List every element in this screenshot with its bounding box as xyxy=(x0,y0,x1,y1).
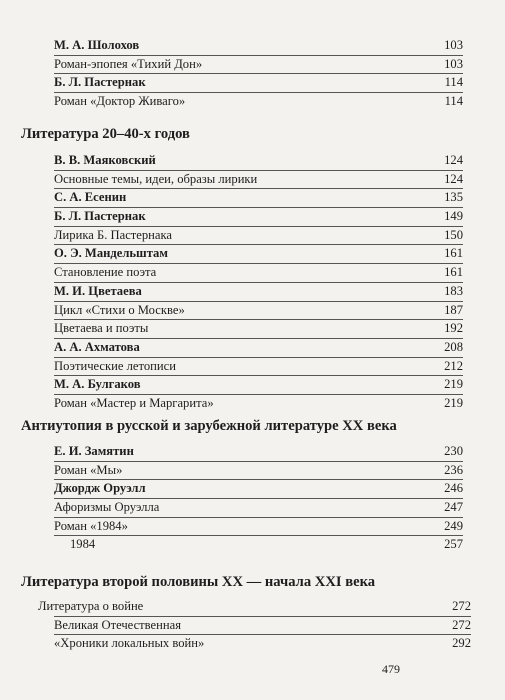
entry-page: 103 xyxy=(444,38,463,52)
entry-title: Основные темы, идеи, образы лирики xyxy=(54,171,258,186)
entry-title: Б. Л. Пастернак xyxy=(54,75,146,90)
toc-entry xyxy=(38,597,471,616)
entry-title: М. И. Цветаева xyxy=(54,283,142,298)
toc-entry xyxy=(54,498,463,517)
entry-page: 208 xyxy=(444,339,463,354)
toc-entry xyxy=(54,394,463,413)
entry-title: Роман «Мы» xyxy=(54,462,123,477)
entry-page: 114 xyxy=(444,94,463,109)
toc-entry xyxy=(54,375,463,394)
toc-entry xyxy=(38,616,471,635)
toc-entry xyxy=(54,151,463,170)
entry-page: 246 xyxy=(444,481,463,496)
entry-title: В. В. Маяковский xyxy=(54,153,156,167)
toc-entry xyxy=(38,634,471,653)
toc-entry xyxy=(54,282,463,301)
entry-title: М. А. Булгаков xyxy=(54,377,141,392)
toc-entry xyxy=(54,357,463,376)
toc-entry xyxy=(54,263,463,282)
entry-page: 124 xyxy=(444,153,463,167)
toc-entry xyxy=(54,517,463,536)
entry-page: 257 xyxy=(444,537,463,552)
section-heading: Антиутопия в русской и зарубежной литературе XX века xyxy=(21,418,397,434)
toc-section xyxy=(54,442,463,554)
entry-title: Великая Отечественная xyxy=(54,617,182,632)
entry-page: 219 xyxy=(444,377,463,392)
entry-title: Б. Л. Пастернак xyxy=(54,209,146,224)
entry-page: 247 xyxy=(444,500,463,515)
entry-title: А. А. Ахматова xyxy=(54,339,140,354)
toc-entry xyxy=(54,442,463,461)
entry-page: 149 xyxy=(444,209,463,224)
entry-page: 272 xyxy=(452,617,471,632)
toc-entry xyxy=(54,188,463,207)
entry-title: «Хроники локальных войн» xyxy=(54,636,205,651)
entry-page: 103 xyxy=(444,56,463,71)
entry-title: Афоризмы Оруэлла xyxy=(54,500,160,515)
entry-title: Цветаева и поэты xyxy=(54,321,149,336)
toc-entry xyxy=(54,338,463,357)
entry-page: 150 xyxy=(444,227,463,242)
entry-page: 212 xyxy=(444,358,463,373)
entry-title: 1984 xyxy=(70,537,96,552)
entry-page: 249 xyxy=(444,518,463,533)
toc-entry xyxy=(54,479,463,498)
toc-entry xyxy=(54,92,463,111)
entry-page: 230 xyxy=(444,444,463,458)
separator-rule xyxy=(54,535,463,536)
entry-page: 192 xyxy=(444,321,463,336)
toc-entry xyxy=(54,36,463,55)
section-heading: Литература второй половины XX — начала XXI века xyxy=(21,574,376,590)
entry-title: О. Э. Мандельштам xyxy=(54,246,168,261)
toc-section xyxy=(38,597,471,653)
entry-title: Роман «Доктор Живаго» xyxy=(54,94,186,109)
section-heading: Литература 20–40-х годов xyxy=(21,126,190,142)
entry-title: Е. И. Замятин xyxy=(54,444,134,458)
toc-section xyxy=(54,151,463,413)
toc-entry xyxy=(54,319,463,338)
toc-entry xyxy=(54,170,463,189)
entry-page: 114 xyxy=(444,75,463,90)
entry-page: 135 xyxy=(444,190,463,205)
entry-page: 272 xyxy=(452,599,471,613)
entry-page: 219 xyxy=(444,395,463,410)
entry-title: Лирика Б. Пастернака xyxy=(54,227,173,242)
toc-entry xyxy=(54,55,463,74)
toc-entry xyxy=(54,73,463,92)
entry-title: Литература о войне xyxy=(38,599,144,613)
entry-title: Становление поэта xyxy=(54,265,157,280)
entry-page: 161 xyxy=(444,265,463,280)
entry-title: М. А. Шолохов xyxy=(54,38,140,52)
page-number: 479 xyxy=(382,662,400,676)
entry-page: 187 xyxy=(444,302,463,317)
entry-title: Роман «1984» xyxy=(54,518,128,533)
entry-page: 292 xyxy=(452,636,471,651)
toc-entry xyxy=(54,207,463,226)
toc-entry xyxy=(54,461,463,480)
toc-entry xyxy=(54,244,463,263)
entry-title: Роман «Мастер и Маргарита» xyxy=(54,395,214,410)
entry-page: 161 xyxy=(444,246,463,261)
toc-entry xyxy=(54,301,463,320)
toc-entry xyxy=(54,226,463,245)
entry-title: Роман-эпопея «Тихий Дон» xyxy=(54,56,203,71)
entry-page: 236 xyxy=(444,462,463,477)
toc-section xyxy=(54,36,463,111)
entry-page: 183 xyxy=(444,283,463,298)
entry-page: 124 xyxy=(444,171,463,186)
entry-title: Цикл «Стихи о Москве» xyxy=(54,302,185,317)
entry-title: С. А. Есенин xyxy=(54,190,127,205)
entry-title: Джордж Оруэлл xyxy=(54,481,146,496)
toc-entry xyxy=(54,535,463,554)
entry-title: Поэтические летописи xyxy=(54,358,176,373)
